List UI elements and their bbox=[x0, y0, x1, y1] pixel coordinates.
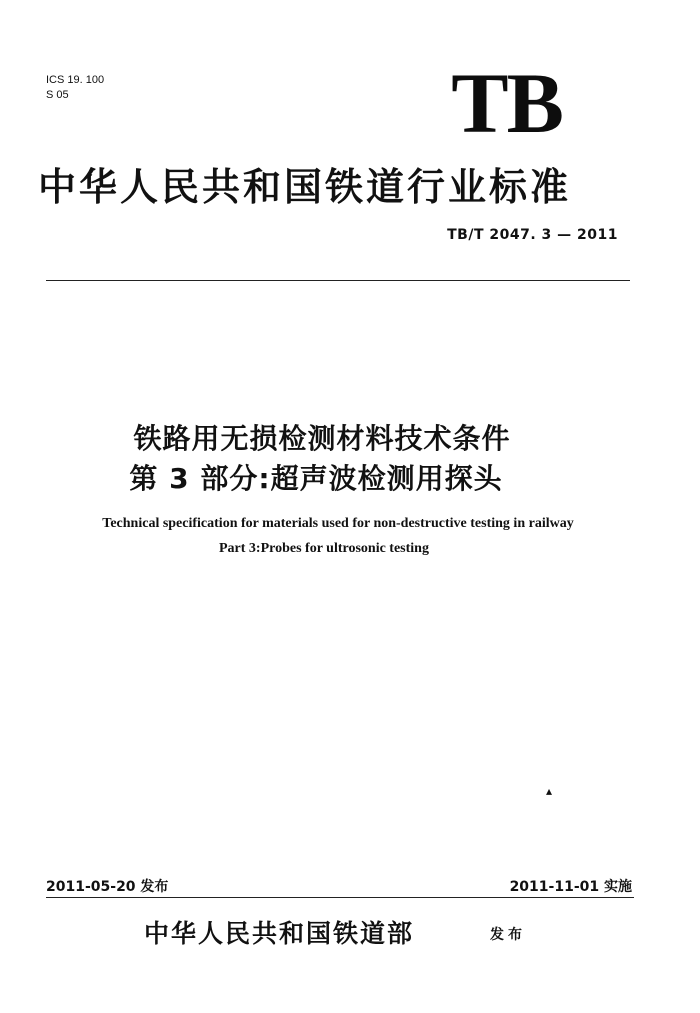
bottom-divider bbox=[46, 897, 634, 898]
publish-label: 发布 bbox=[490, 927, 526, 943]
chinese-title-line-2: 第 3 部分:超声波检测用探头 bbox=[129, 462, 503, 495]
chinese-title-line-1: 铁路用无损检测材料技术条件 bbox=[133, 422, 511, 455]
issue-date: 2011-05-20 发布 bbox=[46, 879, 169, 895]
top-divider bbox=[46, 280, 630, 281]
english-title-line-1: Technical specification for materials used for non-destructive testing in railway bbox=[102, 516, 574, 531]
standard-number: TB/T 2047. 3 — 2011 bbox=[447, 227, 618, 243]
ics-code-block bbox=[46, 73, 104, 103]
tb-logo: TB bbox=[451, 55, 562, 151]
ics-code: ICS 19. 100 bbox=[46, 74, 105, 86]
scan-mark: ▴ bbox=[546, 784, 553, 798]
issuing-ministry: 中华人民共和国铁道部 bbox=[144, 919, 415, 948]
organization-title: 中华人民共和国铁道行业标准 bbox=[38, 164, 572, 209]
english-title-line-2: Part 3:Probes for ultrosonic testing bbox=[219, 541, 429, 556]
category-code: S 05 bbox=[46, 89, 69, 101]
implementation-date: 2011-11-01 实施 bbox=[509, 879, 632, 895]
